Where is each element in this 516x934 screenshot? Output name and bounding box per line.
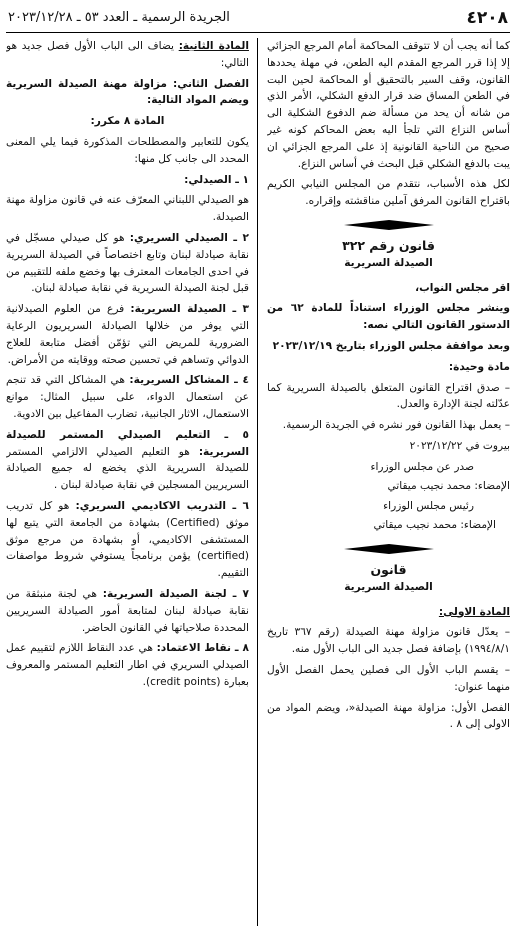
separator-ornament xyxy=(267,544,510,554)
signature-line: الإمضاء: محمد نجيب ميقاتي xyxy=(373,519,496,532)
left-column xyxy=(6,38,249,926)
definition-heading: ٧ ـ لجنة الصيدلة السريرية: xyxy=(102,587,249,600)
bullet-item: – يقسم الباب الأول الى فصلين يحمل الفصل الأول منهما عنوان: xyxy=(267,663,510,693)
right-column xyxy=(267,38,510,926)
diamond-rule-icon xyxy=(344,544,434,554)
definition-item xyxy=(6,301,249,368)
article-heading: المادة ٨ مكرر: xyxy=(90,115,165,128)
bullet-item: – صدق اقتراح القانون المتعلق بالصيدلة السريرية كما عدّلته لجنة الإدارة والعدل. xyxy=(267,381,510,411)
definition-heading: ٨ ـ نقاط الاعتماد: xyxy=(156,642,249,655)
definition-text: هو كل تدريب موثق (Certified) بشهادة من الجامعة التي يتبع لها المستشفى الاكاديمي، أو بشهادة من مرجع موثق (certified) يؤمن برنامجاً يستوفي شروط مواصفات التقييم. xyxy=(6,499,249,580)
page-header xyxy=(6,6,510,33)
bullet-item: – يعمل بهذا القانون فور نشره في الجريدة الرسمية. xyxy=(282,419,510,432)
definition-text: هو التعليم الصيدلي الالزامي المستمر للصيدلة السريرية الذي يخضع له جميع الصيادلة السريريين المسجلين في نقابة صيادلة لبنان . xyxy=(6,445,249,492)
paragraph: يكون للتعابير والمصطلحات المذكورة فيما يلي المعنى المحدد الى جانب كل منها: xyxy=(6,135,249,165)
definition-text: هو كل صيدلي مسجّل في نقابة صيادلة لبنان وتابع اختصاصاً في الصيدلة السريرية في احدى الجامعات المعترف بها وخضع ملفه للتقييم من قبل لجنة الصيدلة السريرية في نقابة صيادلة لبنان. xyxy=(6,231,249,295)
separator-ornament xyxy=(267,220,510,230)
definition-text: هو الصيدلي اللبناني المعرّف عنه في قانون مزاولة مهنة الصيدلة. xyxy=(6,194,249,224)
paragraph: لكل هذه الأسباب، نتقدم من المجلس النيابي الكريم باقتراح القانون المرفق آملين مناقشته وإقراره. xyxy=(267,178,510,208)
definition-text: هي لجنة منبثقة من نقابة صيادلة لبنان لمتابعة أمور الصيادلة السريريين المحددة صلاحياتها في القانون الحاضر. xyxy=(6,587,249,634)
article-heading: المادة الاولى: xyxy=(438,605,510,618)
column-divider xyxy=(257,38,258,926)
place-date: بيروت في ٢٠٢٣/١٢/٢٢ xyxy=(409,439,510,452)
law-title: قانون xyxy=(370,561,407,577)
law-number-title: قانون رقم ٣٢٢ xyxy=(342,237,435,253)
article-text: يضاف الى الباب الأول فصل جديد هو التالي: xyxy=(6,40,249,69)
chapter-title: الفصل الثاني: مزاولة مهنة الصيدلة السريرية ويضم المواد التالية: xyxy=(6,77,249,107)
single-article-heading: مادة وحيدة: xyxy=(448,360,510,373)
pm-title: رئيس مجلس الوزراء xyxy=(383,500,474,513)
signature-line: الإمضاء: محمد نجيب ميقاتي xyxy=(387,479,510,492)
definition-item xyxy=(6,586,249,636)
diamond-rule-icon xyxy=(344,220,434,230)
enactment-line: اقر مجلس النواب، xyxy=(415,281,510,294)
enactment-line: وبعد موافقة مجلس الوزراء بتاريخ ٢٠٢٣/١٢/١٩ xyxy=(272,339,510,352)
issued-by: صدر عن مجلس الوزراء xyxy=(370,460,474,473)
definition-heading: ٥ ـ التعليم الصيدلي المستمر للصيدلة السريرية: xyxy=(6,428,249,458)
definition-item xyxy=(6,427,249,494)
definition-heading: ٤ ـ المشاكل السريرية: xyxy=(129,374,249,387)
definition-item xyxy=(6,230,249,297)
enactment-line: وينشر مجلس الوزراء استناداً للمادة ٦٢ من الدستور القانون التالي نصه: xyxy=(267,302,510,332)
law-subject: الصيدلة السريرية xyxy=(344,256,433,269)
definition-item xyxy=(6,498,249,582)
definition-text: هي عدد النقاط اللازم لتقييم عمل الصيدلي السريري في اطار التعليم المستمر والمعروف بعبارة (credit points). xyxy=(6,642,249,688)
definition-heading: ١ ـ الصيدلي: xyxy=(184,173,249,186)
issue-line: الجريدة الرسمية ـ العدد ٥٣ ـ ٢٠٢٣/١٢/٢٨ xyxy=(8,10,230,25)
definition-item xyxy=(6,372,249,422)
page-number: ٤٢٠٨ xyxy=(466,8,508,28)
article-paragraph xyxy=(6,38,249,72)
bullet-item: – يعدّل قانون مزاولة مهنة الصيدلة (رقم ٣٦٧ تاريخ ١٩٩٤/٨/١) بإضافة فصل جديد الى الباب الأول منه. xyxy=(267,626,510,656)
definition-heading: ٣ ـ الصيدلة السريرية: xyxy=(130,303,249,316)
definition-heading: ٢ ـ الصيدلي السريري: xyxy=(129,231,249,244)
article-heading: المادة الثانية: xyxy=(178,40,249,52)
definition-text: هي المشاكل التي قد تنجم عن استعمال الدواء، على سبيل المثال: موانع الاستعمال، الاثار الجانبية، تضارب المفاعيل بين الادوية. xyxy=(6,374,249,420)
law-subject: الصيدلة السريرية xyxy=(344,580,433,593)
definition-text: فرع من العلوم الصيدلانية التي يوفر من خلالها الصيادلة السريريون الرعاية الضرورية للمريض التي تؤمّن أفضل متابعة للعلاج الدوائي وتساهم في تحسين صحته ووقايته من الأمراض. xyxy=(6,303,249,366)
definition-heading: ٦ ـ التدريب الاكاديمي السريري: xyxy=(75,499,249,512)
paragraph: الفصل الأول: مزاولة مهنة الصيدلة«، ويضم المواد من الاولى إلى ٨ . xyxy=(267,701,510,731)
paragraph: كما أنه يجب أن لا تتوقف المحاكمة أمام المرجع الجزائي إلا إذا قرر المرجع المقدم اليه الطعن، في مهلة يحددها القانون، وقف السير بالتحقيق أو المحاكمة لحين البت في الطعن المساق ضد قرار الدفع الشكلي، الأمر الذي من شانه أن يحد من مسألة ضم الدفوع الشكلية الى أساس النزاع التي تلجأ اليه بعض المحاكم كونه غير صحيح من الناحية القانونية إذ على المرجع الجزائي ان يبت بالدفع الشكلي قبل البحث في أساس النزاع. xyxy=(267,40,510,170)
definition-item xyxy=(6,640,249,690)
